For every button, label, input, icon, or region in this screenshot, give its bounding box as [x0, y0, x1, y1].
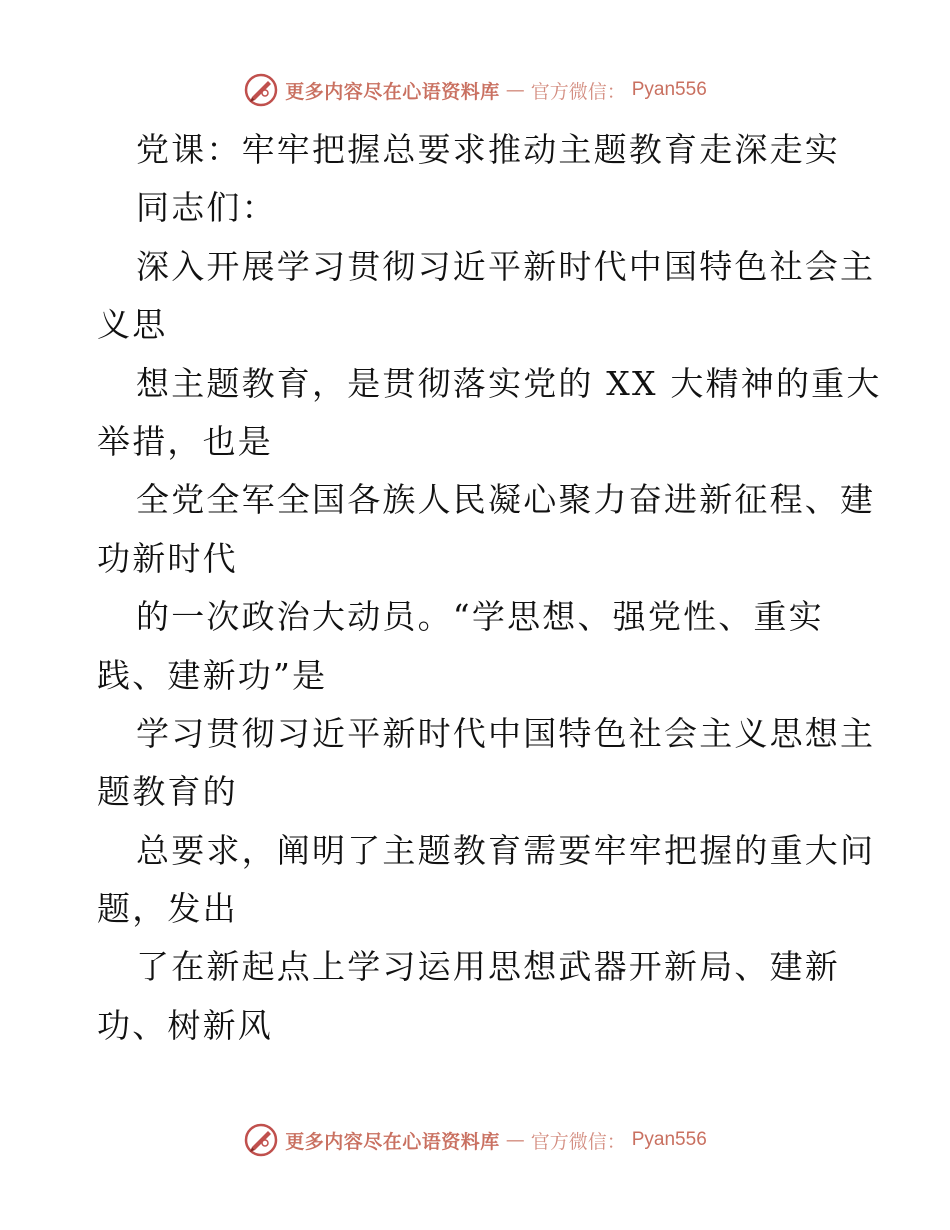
doc-line: 举措，也是 — [97, 421, 273, 461]
watermark-brand: 更多内容尽在心语资料库 — [285, 80, 500, 103]
watermark-official-label: 官方微信： — [530, 80, 626, 103]
document-body — [0, 121, 950, 1055]
doc-line: 义思 — [97, 305, 168, 345]
doc-line: 题教育的 — [97, 772, 238, 812]
watermark-brand: 更多内容尽在心语资料库 — [285, 1130, 500, 1153]
doc-line: 全党全军全国各族人民凝心聚力奋进新征程、建 — [136, 480, 876, 520]
watermark-separator: — — [505, 79, 525, 101]
header-watermark — [0, 70, 950, 110]
watermark-handle: Pyan556 — [631, 79, 707, 100]
doc-line: 了在新起点上学习运用思想武器开新局、建新 — [136, 947, 840, 987]
doc-title: 党课：牢牢把握总要求推动主题教育走深走实 — [136, 130, 840, 169]
doc-line: 深入开展学习贯彻习近平新时代中国特色社会主 — [136, 246, 876, 286]
footer-watermark — [0, 1120, 950, 1160]
doc-line: 功、树新风 — [97, 1005, 273, 1045]
doc-line: 学习贯彻习近平新时代中国特色社会主义思想主 — [136, 713, 876, 753]
watermark-separator: — — [505, 1129, 525, 1151]
watermark-official-label: 官方微信： — [530, 1130, 626, 1153]
doc-line: 想主题教育，是贯彻落实党的 XX 大精神的重大 — [136, 363, 882, 403]
doc-line: 题，发出 — [97, 889, 238, 929]
doc-salutation: 同志们： — [136, 188, 277, 228]
pen-logo-icon — [243, 1122, 279, 1158]
doc-line: 的一次政治大动员。“学思想、强党性、重实 — [136, 597, 824, 637]
pen-logo-icon — [243, 72, 279, 108]
doc-line: 总要求，阐明了主题教育需要牢牢把握的重大问 — [136, 830, 876, 870]
watermark-handle: Pyan556 — [631, 1129, 707, 1150]
doc-line: 功新时代 — [97, 538, 238, 578]
doc-line: 践、建新功”是 — [97, 655, 328, 695]
